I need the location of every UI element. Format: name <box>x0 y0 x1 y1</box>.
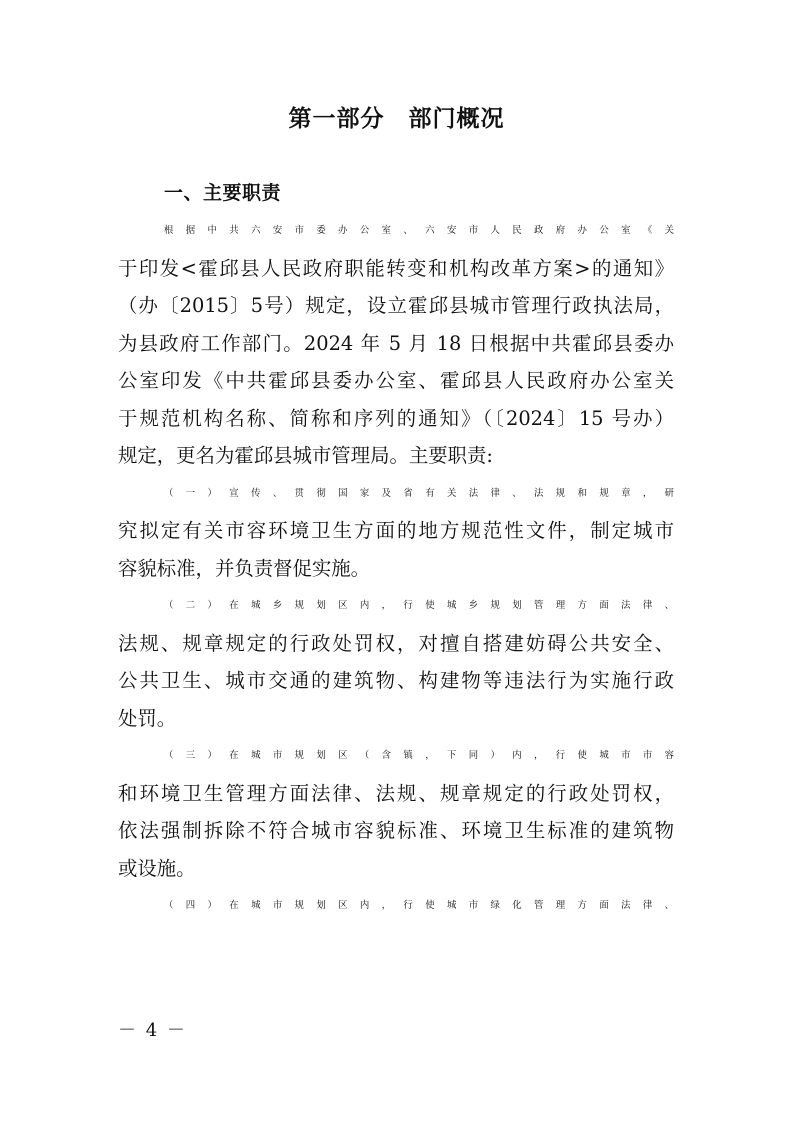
section-heading: 一、主要职责 <box>164 182 282 204</box>
text-line: 于印发<霍邱县人民政府职能转变和机构改革方案>的通知》 <box>118 256 674 280</box>
page-number: － 4 － <box>118 1020 187 1041</box>
paragraph-3 <box>118 587 674 737</box>
text-line: （四）在城市规划区内，行使城市绿化管理方面法律、 <box>164 900 674 911</box>
text-line: （二）在城乡规划区内，行使城乡规划管理方面法律、 <box>164 600 674 611</box>
text-line: 处罚。 <box>118 706 177 730</box>
text-line: 规定，更名为霍邱县城市管理局。主要职责: <box>118 444 493 467</box>
text-line: （一）宣传、贯彻国家及省有关法律、法规和规章，研 <box>164 487 674 499</box>
text-line: 根据中共六安市委办公室、六安市人民政府办公室《关 <box>164 225 674 236</box>
paragraph-2 <box>118 475 674 588</box>
text-line: 依法强制拆除不符合城市容貌标准、环境卫生标准的建筑物 <box>118 819 674 842</box>
text-line: 究拟定有关市容环境卫生方面的地方规范性文件，制定城市 <box>118 519 674 542</box>
body-text <box>118 212 674 925</box>
text-line: 或设施。 <box>118 856 196 880</box>
text-line: 和环境卫生管理方面法律、法规、规章规定的行政处罚权， <box>118 781 674 805</box>
paragraph-5 <box>118 887 674 925</box>
text-line: 法规、规章规定的行政处罚权，对擅自搭建妨碍公共安全、 <box>118 631 674 655</box>
text-line: 公室印发《中共霍邱县委办公室、霍邱县人民政府办公室关 <box>118 369 674 392</box>
text-line: 容貌标准，并负责督促实施。 <box>118 556 371 580</box>
text-line: 于规范机构名称、简称和序列的通知》（〔2024〕15 号办） <box>118 406 674 430</box>
text-line: 为县政府工作部门。2024 年 5 月 18 日根据中共霍邱县委办 <box>118 331 674 355</box>
text-line: （办〔2015〕5号）规定，设立霍邱县城市管理行政执法局， <box>118 294 674 317</box>
text-line: （三）在城市规划区（含镇，下同）内，行使城市市容 <box>164 750 674 761</box>
paragraph-4 <box>118 737 674 887</box>
page-title: 第一部分 部门概况 <box>288 106 505 132</box>
text-line: 公共卫生、城市交通的建筑物、构建物等违法行为实施行政 <box>118 669 674 692</box>
paragraph-1 <box>118 212 674 475</box>
